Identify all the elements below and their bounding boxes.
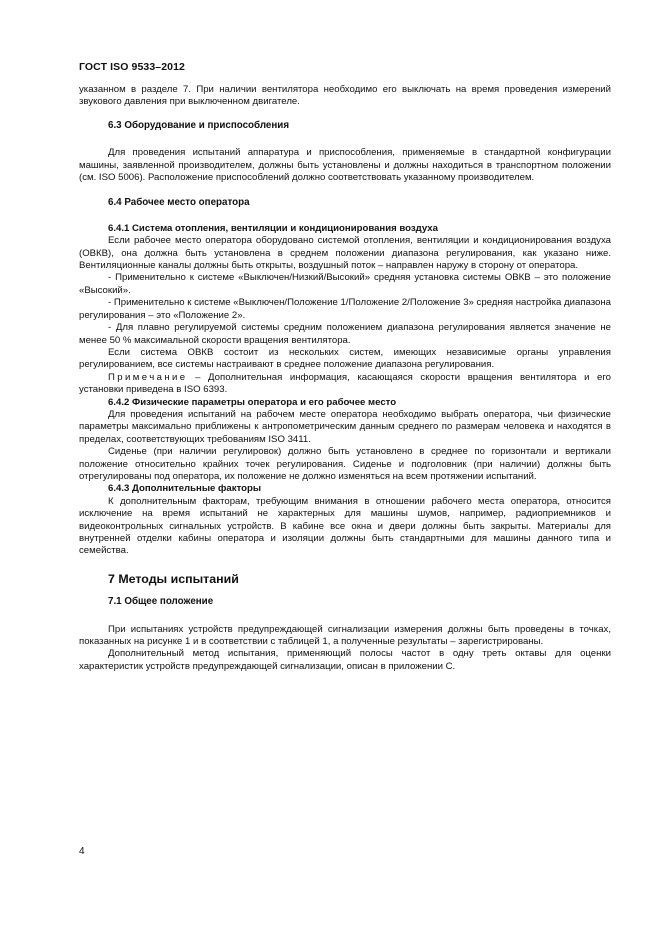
section-6-4-2-paragraph-1: Для проведения испытаний на рабочем месте оператора необходимо выбрать оператора, чьи физические параметры максимально приближены к антропометрическим данным среднего по размерам человека и находятся в пределах, соответствующих требованиям ISO 3411. xyxy=(79,408,611,445)
section-7-1-paragraph-2: Дополнительный метод испытания, применяющий полосы частот в одну треть октавы для оценки характеристик устройств предупреждающей сигнализации, описан в приложении С. xyxy=(79,648,611,672)
section-6-4-1-item-1: - Применительно к системе «Выключен/Низкий/Высокий» средняя установка системы ОВКВ – это положение «Высокий». xyxy=(79,272,611,296)
section-6-4-2-heading: 6.4.2 Физические параметры оператора и его рабочее место xyxy=(108,396,397,408)
section-6-4-1-paragraph-1: Если рабочее место оператора оборудовано системой отопления, вентиляции и кондиционирования воздуха (ОВКВ), она должна быть установлена в среднем положении диапазона регулирования, как указано ниже. Вентиляционные каналы должны быть открыты, воздушный поток – направлен наружу в сторону от оператора. xyxy=(79,235,611,272)
section-6-4-1-item-3: - Для плавно регулируемой системы средним положением диапазона регулирования является значение не менее 50 % максимальной скорости вращения вентилятора. xyxy=(79,322,611,346)
section-6-4-3-heading: 6.4.3 Дополнительные факторы xyxy=(108,483,262,495)
section-6-4-1-heading: 6.4.1 Система отопления, вентиляции и кондиционирования воздуха xyxy=(108,222,438,234)
section-7-1-paragraph-1: При испытаниях устройств предупреждающей сигнализации измерения должны быть проведены в точках, показанных на рисунке 1 и в соответствии с таблицей 1, а полученные результаты – зарегистрированы. xyxy=(79,623,611,648)
section-6-4-1-paragraph-2: Если система ОВКВ состоит из нескольких систем, имеющих независимые органы управления регулированием, все системы настраивают в среднее положение диапазона регулирования. xyxy=(79,346,611,371)
page-number: 4 xyxy=(79,846,85,857)
note-text: – Дополнительная информация, касающаяся скорости вращения вентилятора и его установки приведена в ISO 6393. xyxy=(79,371,611,396)
section-6-4-1-item-2: - Применительно к системе «Выключен/Положение 1/Положение 2/Положение 3» средняя настройка диапазона регулирования – это «Положение 2». xyxy=(79,297,611,321)
document-code: ГОСТ ISO 9533–2012 xyxy=(79,61,185,73)
note-label: Примечание xyxy=(108,371,188,383)
section-6-3-heading: 6.3 Оборудование и приспособления xyxy=(108,119,290,131)
section-6-3-paragraph: Для проведения испытаний аппаратура и приспособления, применяемые в стандартной конфигурации машины, заявленной производителем, должны быть установлены и должны находиться в транспортном положении (см. ISO 5006). Расположение приспособлений должно соответствовать указанному производителем. xyxy=(79,147,611,184)
section-6-4-3-paragraph: К дополнительным факторам, требующим внимания в отношении рабочего места оператора, относится исключение на время испытаний не характерных для машины шумов, например, радиоприемников и видеоконтрольных сигнальных устройств. В кабине все окна и двери должны быть закрыты. Материалы для внутренней отделки кабины оператора и изоляции должны быть стандартными для машины данного типа и семейства. xyxy=(79,495,611,557)
section-7-heading: 7 Методы испытаний xyxy=(108,571,239,586)
document-body xyxy=(79,84,611,673)
section-6-4-heading: 6.4 Рабочее место оператора xyxy=(108,197,250,209)
section-6-4-1-note xyxy=(79,372,611,397)
intro-paragraph: указанном в разделе 7. При наличии вентилятора необходимо его выключать на время проведения измерений звукового давления при выключенном двигателе. xyxy=(79,84,611,108)
section-6-4-2-paragraph-2: Сиденье (при наличии регулировок) должно быть установлено в среднее по горизонтали и вертикали положение относительно крайних точек регулирования. Сиденье и подголовник (при наличии) должны быть отрегулированы под оператора, их положение не должно изменяться на всем протяжении испытаний. xyxy=(79,446,611,482)
section-7-1-heading: 7.1 Общее положение xyxy=(108,596,214,608)
